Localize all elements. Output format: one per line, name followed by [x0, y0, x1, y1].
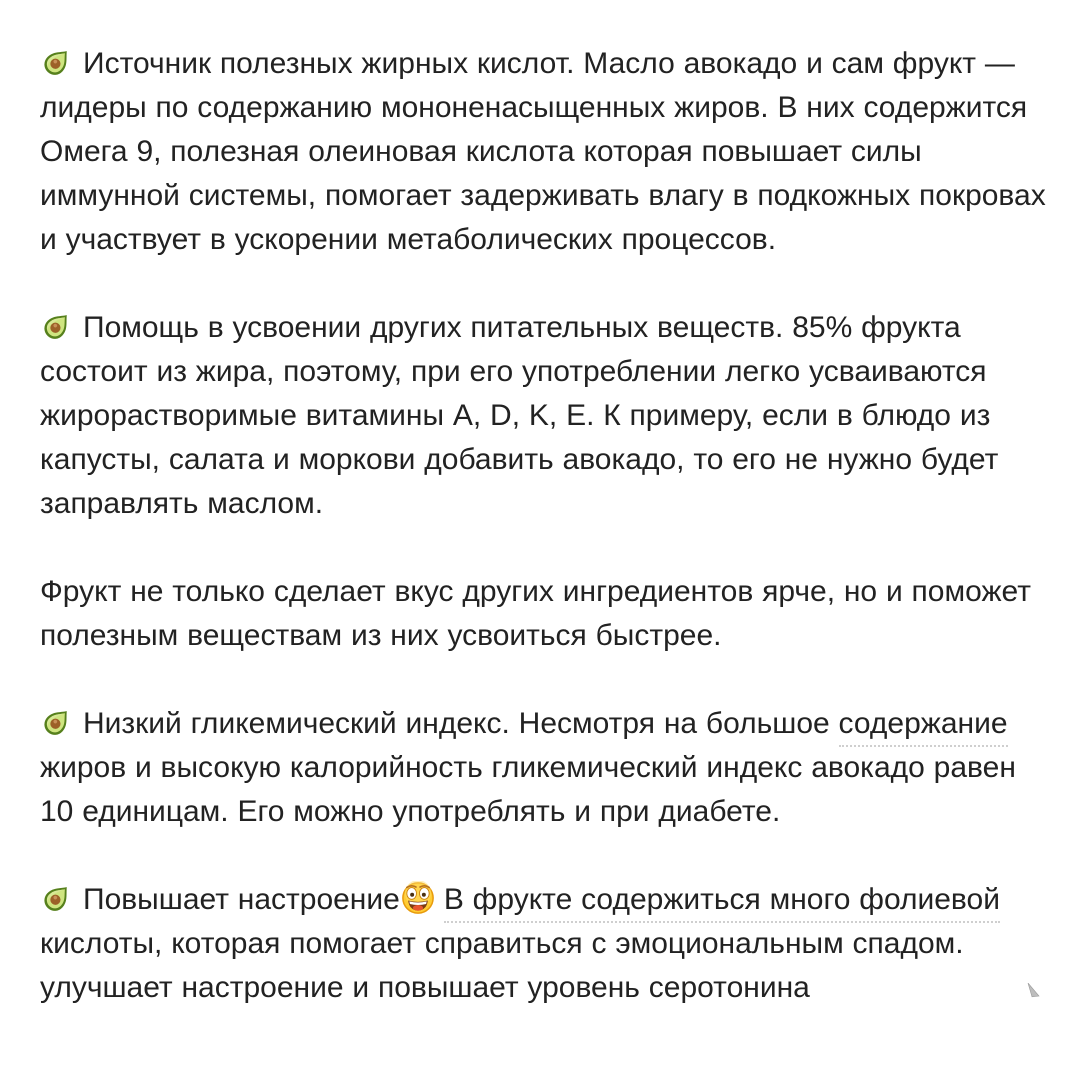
text-run: Источник полезных жирных кислот. Масло авокадо и сам фрукт — лидеры по содержанию мононенасыщенных жиров. В них содержится Омега 9, полезная олеиновая кислота которая повышает силы иммунной системы, помогает задерживать влагу в подкожных покровах и участвует в ускорении метаболических процессов. [40, 47, 1046, 256]
avocado-emoji-icon [40, 45, 74, 79]
paragraph [40, 878, 1050, 1010]
avocado-emoji-icon [40, 881, 74, 915]
text-run: Помощь в усвоении других питательных веществ. 85% фрукта состоит из жира, поэтому, при его употреблении легко усваиваются жирорастворимые витамины A, D, K, E. К примеру, если в блюдо из капусты, салата и моркови добавить авокадо, то его не нужно будет заправлять маслом. [40, 311, 999, 520]
paragraph [40, 702, 1050, 834]
text-run: Повышает настроение [83, 883, 400, 916]
spellcheck-underlined-text: содержание [839, 707, 1008, 747]
paragraph [40, 570, 1050, 658]
spellcheck-underlined-text: В фрукте содержиться много фолиевой [444, 883, 1000, 923]
text-run: кислоты, которая помогает справиться с эмоциональным спадом. улучшает настроение и повышает уровень серотонина [40, 927, 964, 1004]
avocado-emoji-icon [40, 309, 74, 343]
grinning-face-emoji-icon [401, 881, 435, 915]
paragraph [40, 306, 1050, 526]
text-run: Фрукт не только сделает вкус других ингредиентов ярче, но и поможет полезным веществам из них усвоиться быстрее. [40, 575, 1031, 652]
text-run: жиров и высокую калорийность гликемический индекс авокадо равен 10 единицам. Его можно употреблять и при диабете. [40, 751, 1016, 828]
paragraph [40, 42, 1050, 262]
avocado-emoji-icon [40, 705, 74, 739]
mouse-cursor-icon [1027, 983, 1041, 1001]
text-run: Низкий гликемический индекс. Несмотря на большое [83, 707, 839, 740]
